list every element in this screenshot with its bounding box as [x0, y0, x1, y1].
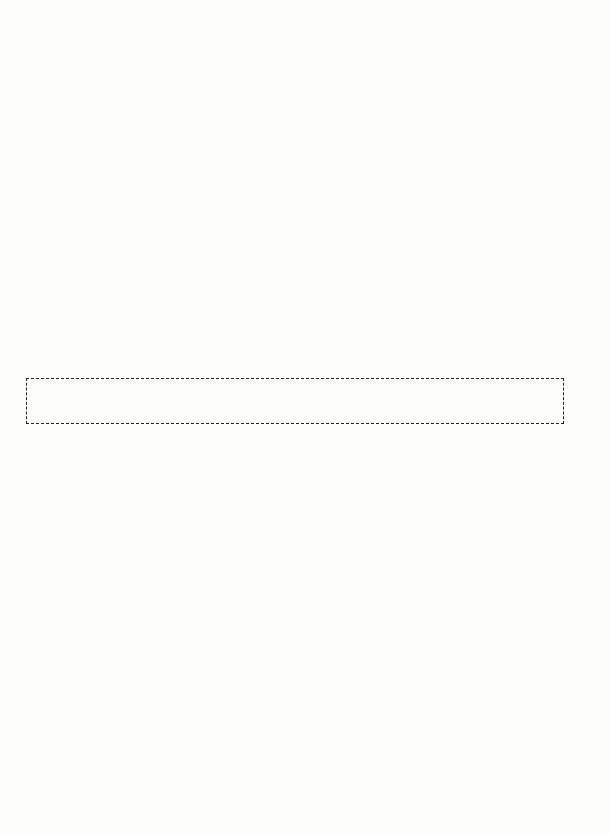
word-bank [26, 378, 564, 424]
